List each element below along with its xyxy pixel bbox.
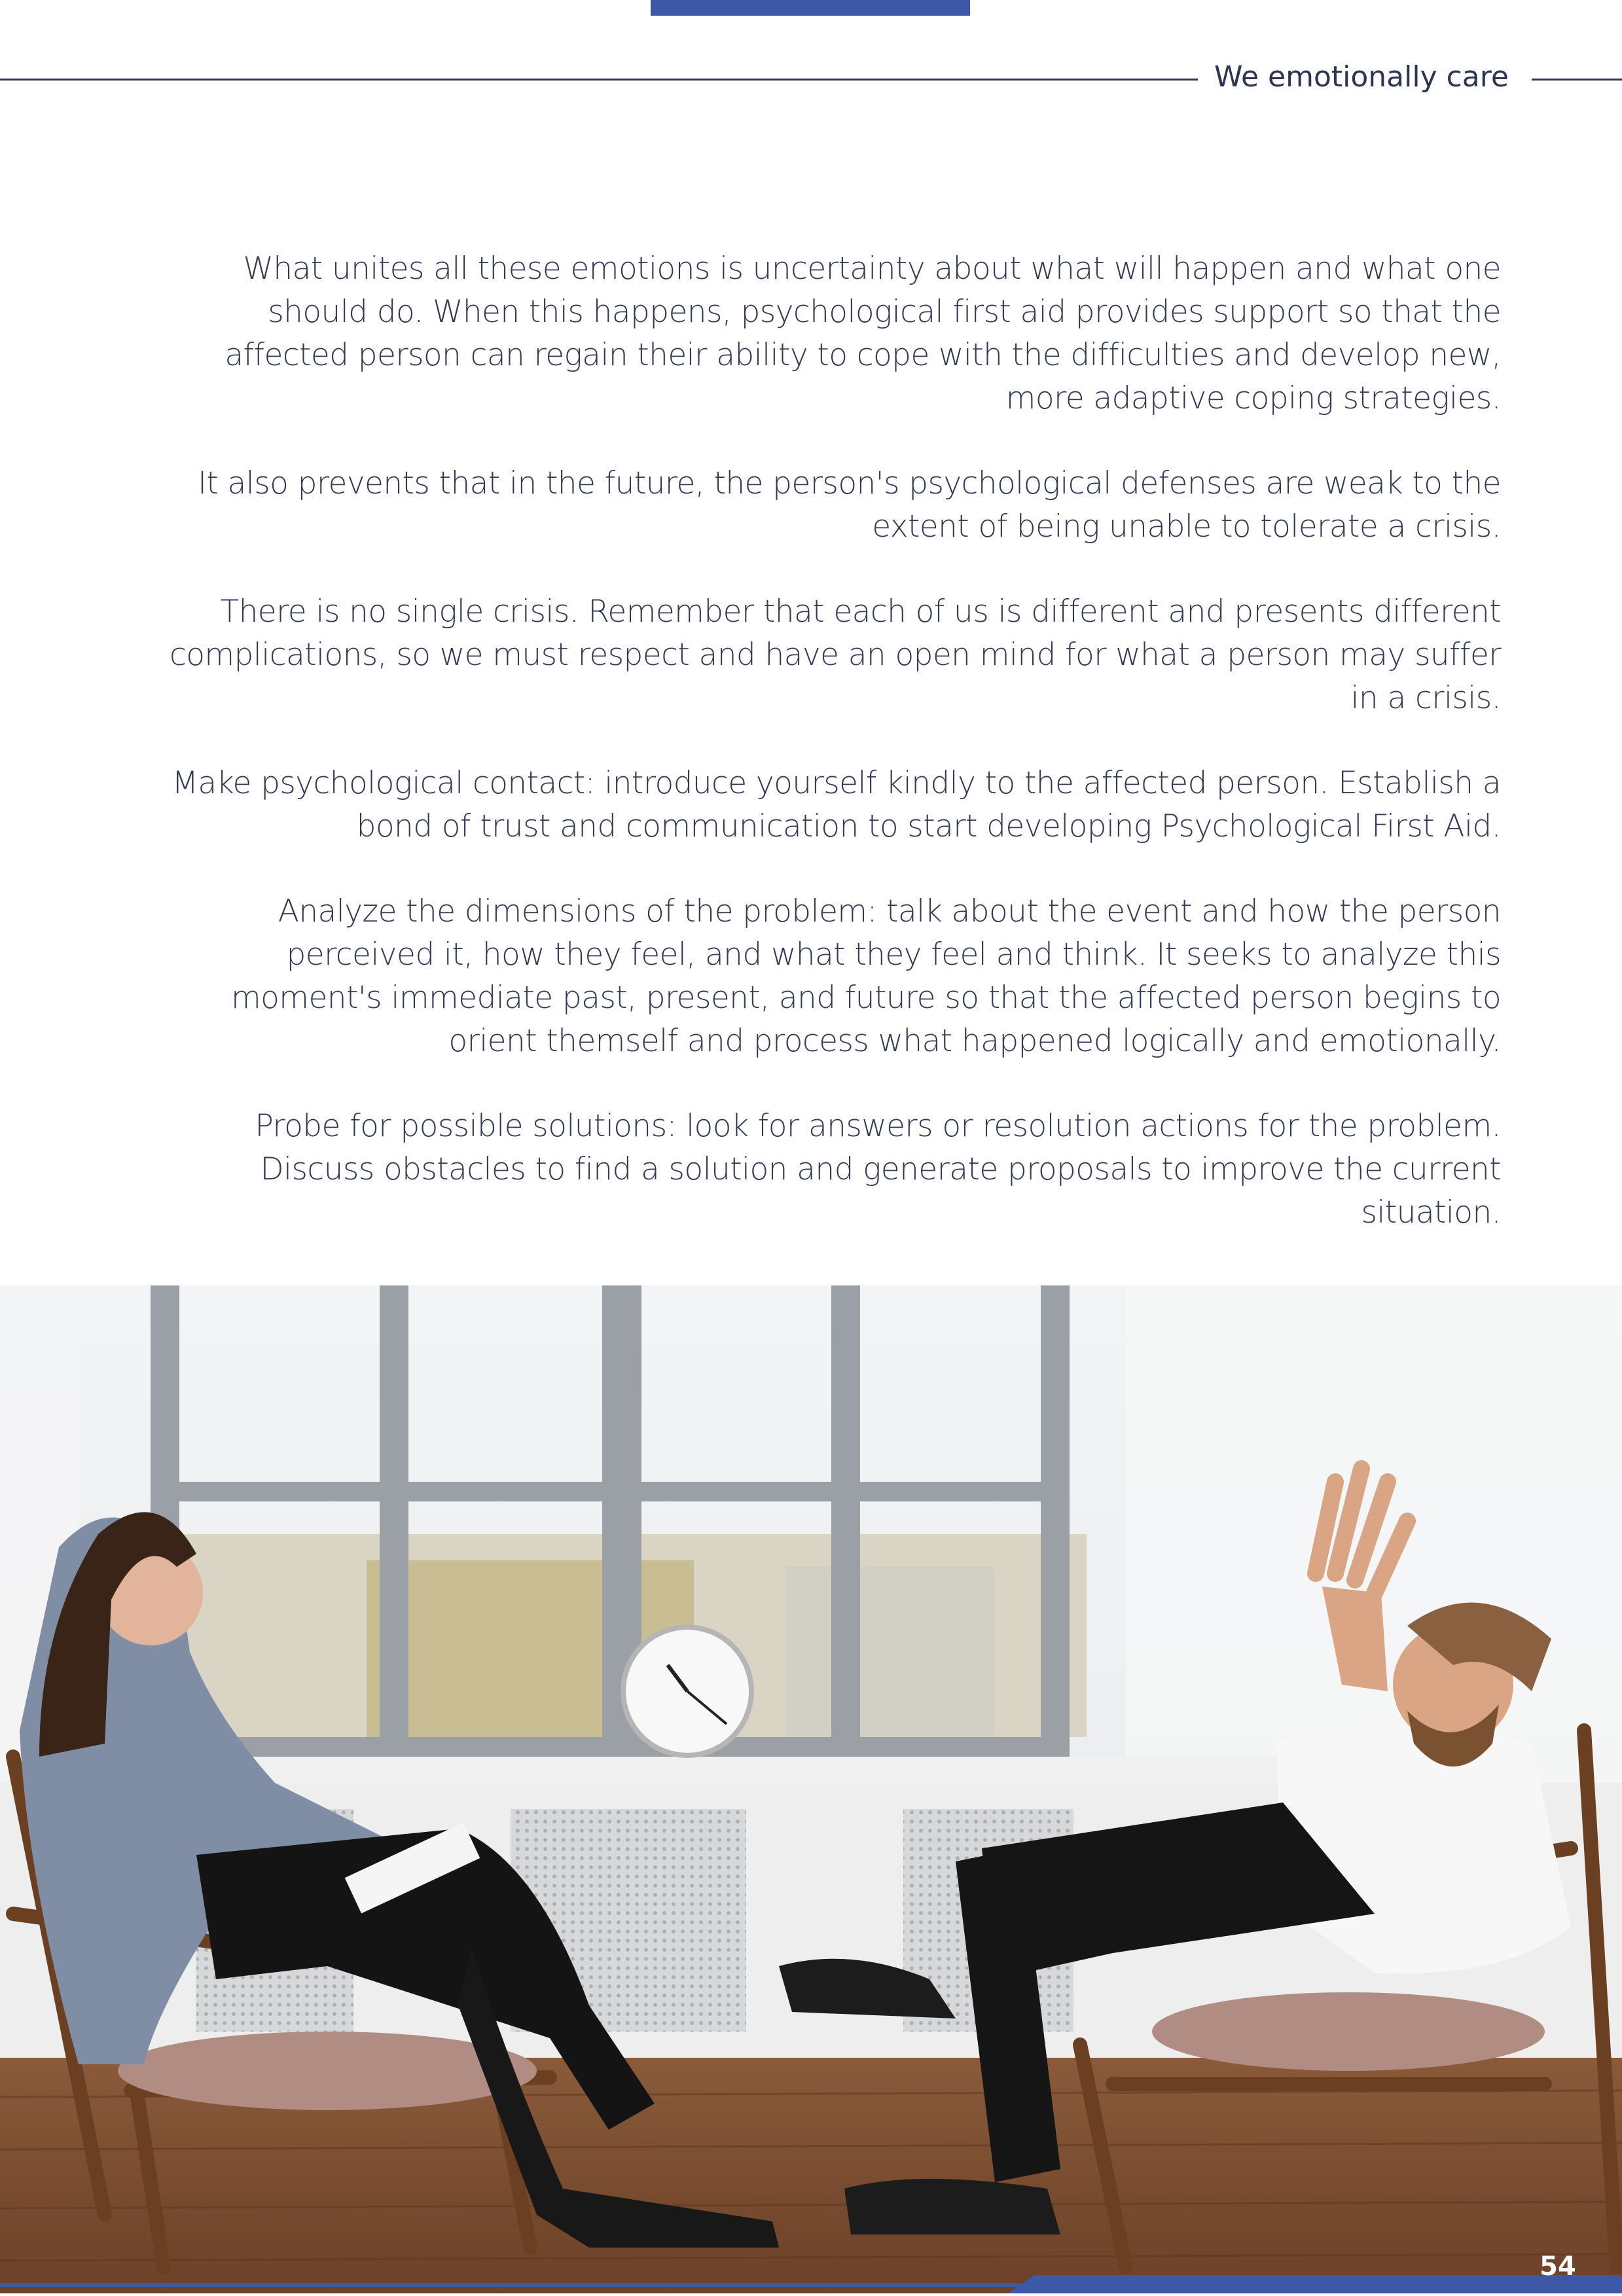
page-number: 54 — [1540, 2251, 1576, 2282]
header-rule-right — [1532, 79, 1622, 81]
paragraph-prevention: It also prevents that in the future, the person's psychological defenses are weak to the extent of being unable to tolerate a crisis. — [198, 465, 1501, 545]
footer-accent-bar — [0, 2275, 1622, 2293]
therapy-session-photo — [0, 1285, 1622, 2293]
paragraph-analyze-dimensions: Analyze the dimensions of the problem: talk about the event and how the person perceived it, how they feel, and what they feel and think. It seeks to analyze this moment's immediate past, present, and future so that the affected person begins to orient themself and process what happened logically and emotionally. — [230, 893, 1501, 1059]
paragraph-probe-solutions: Probe for possible solutions: look for answers or resolution actions for the problem. Discuss obstacles to find a solution and generate proposals to improve the current situation. — [255, 1108, 1501, 1230]
paragraph-psychological-contact: Make psychological contact: introduce yourself kindly to the affected person. Establish a bond of trust and communication to start developing Psychological First Aid. — [171, 765, 1501, 844]
paragraph-uncertainty: What unites all these emotions is uncertainty about what will happen and what one should do. When this happens, psychological first aid provides support so that the affected person can regain their ability to cope with the difficulties and develop new, more adaptive coping strategies. — [225, 251, 1501, 416]
running-header-title: We emotionally care — [1214, 60, 1509, 94]
paragraph-no-single-crisis: There is no single crisis. Remember that each of us is different and presents different complications, so we must respect and have an open mind for what a person may suffer in a crisis. — [169, 594, 1501, 716]
top-accent-tab — [651, 0, 970, 16]
header-rule-left — [0, 79, 1198, 81]
body-text — [154, 247, 1501, 1276]
